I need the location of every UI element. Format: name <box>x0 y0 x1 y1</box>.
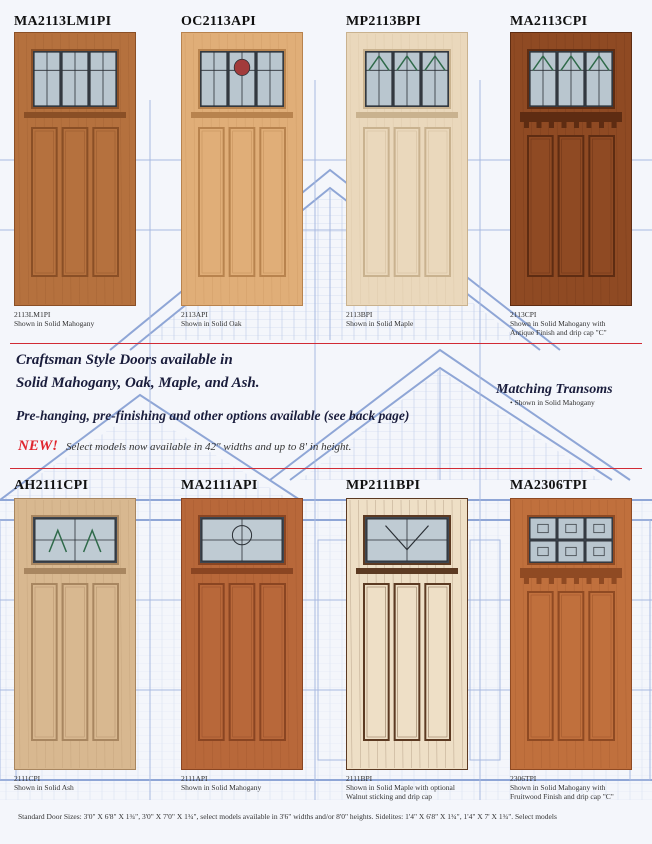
door-caption <box>14 310 154 328</box>
door-caption-line-2: Shown in Solid Maple with optional <box>346 783 455 792</box>
door-model-code: MA2306TPI <box>510 478 588 493</box>
door-image <box>346 498 468 770</box>
door-caption <box>510 774 650 801</box>
door-caption-line-1: 2111BPI <box>346 774 373 783</box>
door-caption <box>346 310 486 328</box>
headline-line-1: Craftsman Style Doors available in <box>16 352 233 368</box>
door-caption <box>346 774 486 801</box>
door-image <box>510 32 632 306</box>
door-caption-line-1: 2113API <box>181 310 208 319</box>
door-model-code: MA2111API <box>181 478 258 493</box>
door-caption <box>510 310 650 337</box>
door-image <box>181 32 303 306</box>
divider-line-bottom <box>10 468 642 469</box>
door-model-code: OC2113API <box>181 14 257 29</box>
matching-transoms <box>496 382 613 407</box>
door-model-code: MA2113CPI <box>510 14 588 29</box>
door-caption-line-1: 2111API <box>181 774 208 783</box>
door-caption-line-1: 2113LM1PI <box>14 310 51 319</box>
new-notice-text: Select models now available in 42" widths and up to 8' in height. <box>66 441 352 453</box>
door-caption-line-3: Antique Finish and drip cap "C" <box>510 328 607 337</box>
door-caption-line-3: Fruitwood Finish and drip cap "C" <box>510 792 614 801</box>
door-model-code: MA2113LM1PI <box>14 14 112 29</box>
door-image <box>14 498 136 770</box>
new-label: NEW! <box>18 438 59 454</box>
new-notice <box>18 437 351 455</box>
headline-line-3: Pre-hanging, pre-finishing and other options available (see back page) <box>16 408 410 423</box>
door-image <box>346 32 468 306</box>
door-caption-line-1: 2113BPI <box>346 310 373 319</box>
door-image <box>510 498 632 770</box>
door-caption <box>181 310 321 328</box>
door-caption-line-2: Shown in Solid Oak <box>181 319 242 328</box>
door-caption-line-2: Shown in Solid Mahogany with <box>510 319 606 328</box>
door-caption-line-3: Walnut sticking and drip cap <box>346 792 433 801</box>
door-caption-line-2: Shown in Solid Maple <box>346 319 414 328</box>
door-caption-line-2: Shown in Solid Mahogany with <box>510 783 606 792</box>
door-model-code: MP2113BPI <box>346 14 422 29</box>
standard-sizes-footer: Standard Door Sizes: 3'0" X 6'8" X 1¾", 3'0" X 7'0" X 1¾", select models available in 3'6" widths and/or 8'0" heights. Sidelites: 1'4" X 6'8" X 1¾", 1'4" X 7' X 1¾". Select models <box>18 812 557 821</box>
door-caption <box>181 774 321 792</box>
door-caption <box>14 774 154 792</box>
door-image <box>181 498 303 770</box>
door-model-code: MP2111BPI <box>346 478 421 493</box>
door-caption-line-2: Shown in Solid Ash <box>14 783 74 792</box>
door-caption-line-2: Shown in Solid Mahogany <box>181 783 262 792</box>
transoms-note: • Shown in Solid Mahogany <box>510 398 595 407</box>
transoms-title: Matching Transoms <box>496 382 613 397</box>
door-caption-line-1: 2306TPI <box>510 774 537 783</box>
door-caption-line-2: Shown in Solid Mahogany <box>14 319 95 328</box>
door-caption-line-1: 2111CPI <box>14 774 41 783</box>
divider-line-top <box>10 343 642 344</box>
door-model-code: AH2111CPI <box>14 478 89 493</box>
headline-line-2: Solid Mahogany, Oak, Maple, and Ash. <box>16 375 260 391</box>
door-image <box>14 32 136 306</box>
door-caption-line-1: 2113CPI <box>510 310 537 319</box>
